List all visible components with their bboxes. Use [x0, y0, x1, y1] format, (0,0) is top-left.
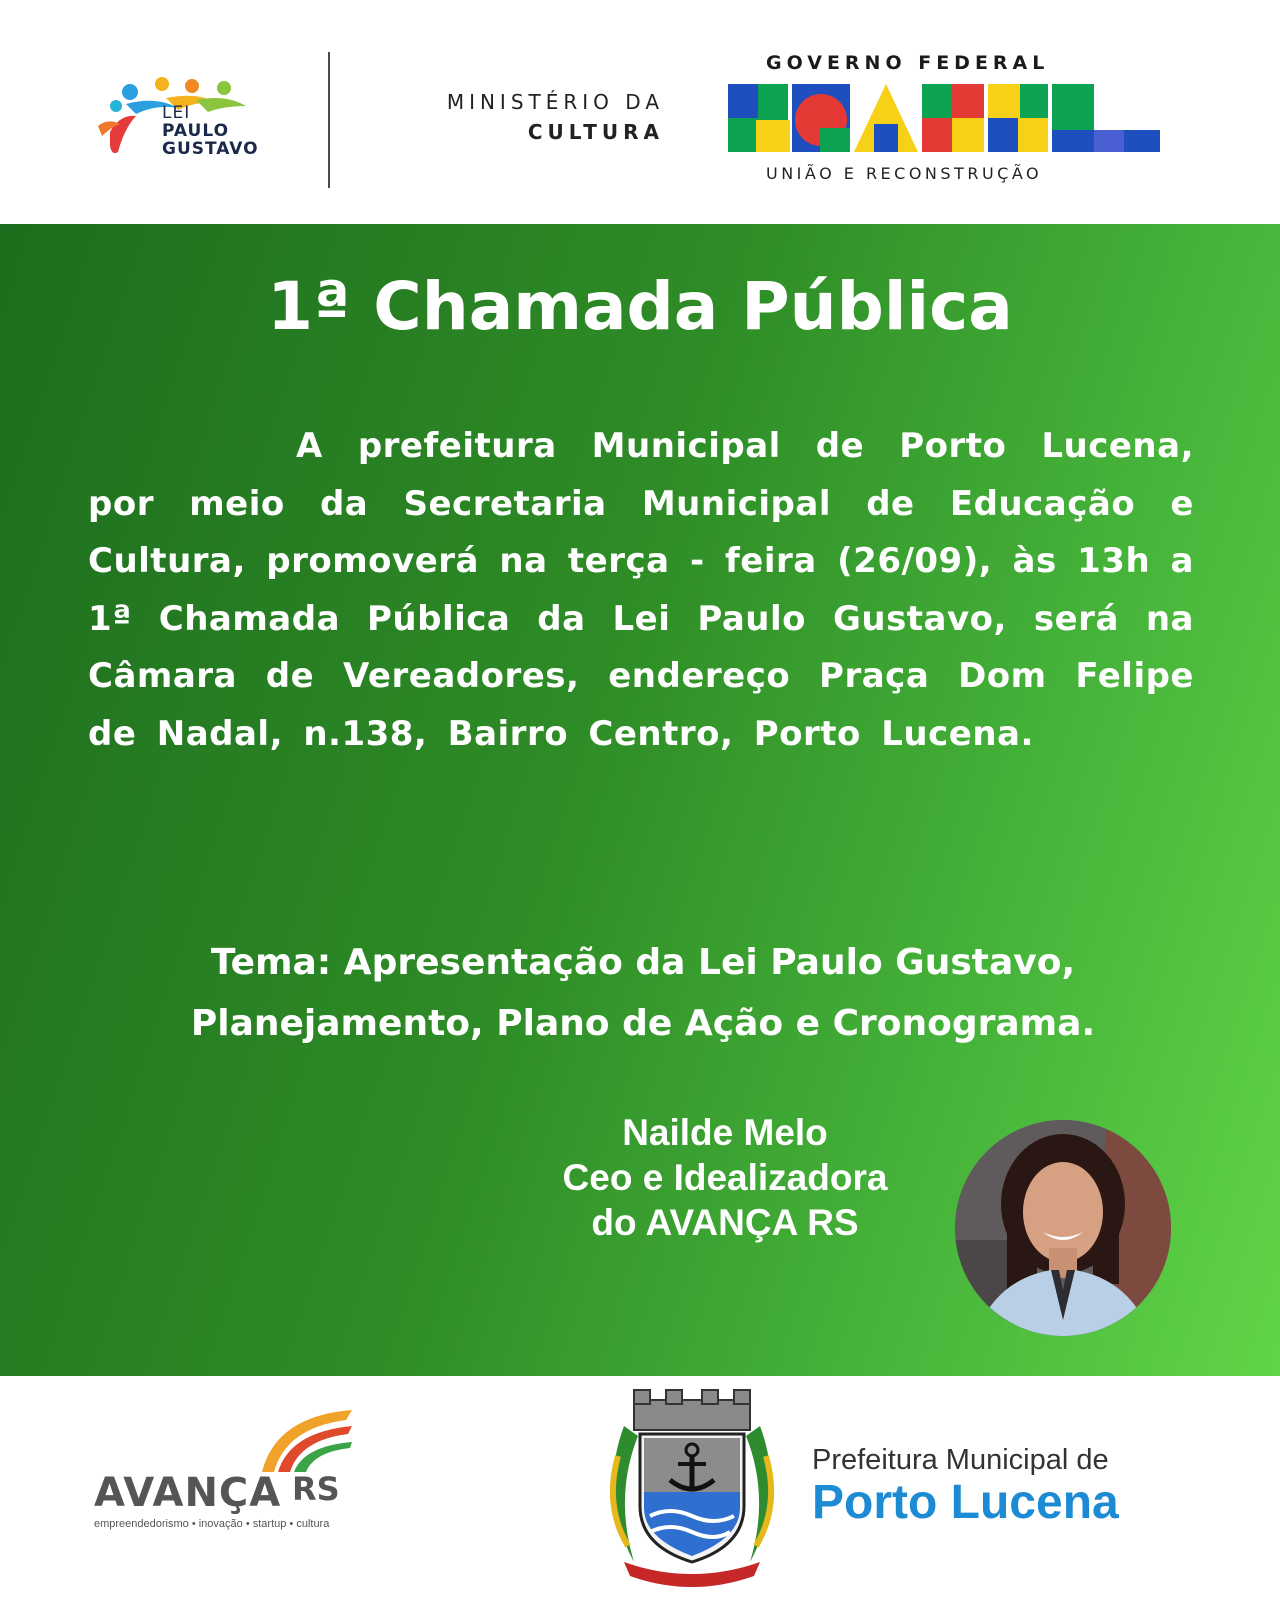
governo-federal-logo — [728, 50, 1160, 190]
announcement-paragraph: A prefeitura Municipal de Porto Lucena, por meio da Secretaria Municipal de Educação e Cultura, promoverá na terça - feira (26/09), às 13h a 1ª Chamada Pública da Lei Paulo Gustavo, será na Câmara de Vereadores, endereço Praça Dom Felipe de Nadal, n.138, Bairro Centro, Porto Lucena. — [88, 426, 1194, 754]
prefeitura-wordmark — [812, 1444, 1119, 1530]
lpg-line3: GUSTAVO — [162, 139, 259, 159]
header-divider — [328, 52, 330, 188]
tema-line1: Tema: Apresentação da Lei Paulo Gustavo, — [210, 942, 1076, 983]
avanca-name: AVANÇA — [94, 1470, 282, 1516]
announcement-panel — [0, 224, 1280, 1376]
ministerio-cultura-logo — [374, 90, 664, 144]
avanca-rs: RS — [292, 1470, 340, 1508]
tema-line2: Planejamento, Plano de Ação e Cronograma. — [190, 1003, 1096, 1044]
avanca-swoosh-icon — [256, 1406, 356, 1476]
lpg-line2: PAULO — [162, 121, 230, 141]
page-title: 1ª Chamada Pública — [267, 268, 1013, 345]
brasil-wordmark-icon — [728, 80, 1160, 156]
avanca-tagline: empreendedorismo • inovação • startup • cultura — [94, 1518, 330, 1530]
signature-name: Nailde Melo — [622, 1112, 828, 1153]
footer — [0, 1376, 1280, 1600]
municipal-crest — [594, 1386, 790, 1592]
coat-of-arms-icon — [594, 1386, 790, 1592]
lei-paulo-gustavo-logo — [96, 74, 286, 166]
ministry-line2: CULTURA — [527, 120, 664, 144]
portrait-photo — [955, 1120, 1171, 1336]
signature-role: Ceo e Idealizadora — [562, 1157, 888, 1198]
prefeitura-line2: Porto Lucena — [812, 1476, 1119, 1529]
ministry-line1: MINISTÉRIO DA — [446, 90, 664, 114]
lpg-line1: LEI — [162, 103, 191, 123]
prefeitura-line1: Prefeitura Municipal de — [812, 1444, 1109, 1476]
lpg-wordmark — [162, 104, 259, 158]
signature-block — [510, 1110, 940, 1245]
header — [0, 0, 1280, 224]
tema-block — [96, 932, 1190, 1054]
avanca-rs-logo — [94, 1406, 364, 1530]
avatar — [955, 1120, 1171, 1336]
gov-bottom-text: UNIÃO E RECONSTRUÇÃO — [766, 164, 1043, 183]
gov-top-text: GOVERNO FEDERAL — [766, 52, 1050, 74]
signature-org: do AVANÇA RS — [591, 1202, 859, 1243]
